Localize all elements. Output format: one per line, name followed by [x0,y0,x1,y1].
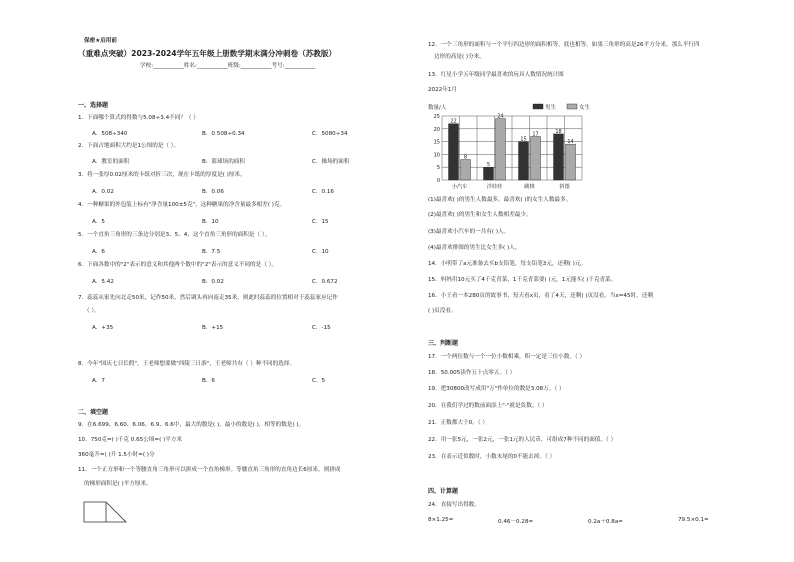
question-14: 14．小明带了a元准备去买b支铅笔，每支铅笔3元，还剩( )元。 [428,261,587,267]
calc-item-4: 79.5×0.1= [678,517,709,523]
q6-option-b: B．0.02 [202,279,224,285]
data-label: 15 [520,136,527,143]
q6-option-a: A．5.42 [92,279,114,285]
question-22: 22．用一张5元，一张2元，一张1元的人民币，可组成7种不同的面值。（ ） [428,437,617,443]
q6-option-c: C．0.672 [312,279,338,285]
q7-option-b: B．+15 [202,325,224,331]
chart-date: 2022年1月 [428,87,457,93]
legend-swatch [567,104,577,109]
question-20: 20．在我们学过的数前面添上"-"就是负数。（ ） [428,403,548,409]
question-4: 4．一种糖果的外包装上标有"净含量100±5克"，这种糖果的净含量最多相差( )克。 [78,202,286,208]
bar-boys [484,167,494,180]
q8-option-a: A．7 [92,378,105,384]
bar-boys [554,134,564,180]
question-23: 23．在表示近似数时，小数末尾的0不能去掉。（ ） [428,454,556,460]
bar-girls [531,136,541,180]
q7-option-a: A．+35 [92,325,114,331]
section-choice-title: 一、选择题 [78,102,109,109]
calc-item-2: 0.46－0.28= [498,519,534,525]
question-6: 6．下面各数中的"2"表示的意义和其他两个数中的"2"表示的意义不同的是（ ）。 [78,262,277,268]
x-tick-label: 拼图 [559,184,570,190]
student-info: 学校:___________姓名:___________班级:___________考号:___________ [140,63,316,69]
bar-chart [428,100,608,192]
question-11-cont: 的梯形面积是( )平方厘米。 [84,481,152,487]
question-12: 12．一个三角形的面积与一个平行四边形的面积相等，底也相等。如果三角形的高是26平方分米，那么平行四 [428,42,700,48]
x-tick-label: 洋娃娃 [486,184,503,190]
q3-option-c: C．0.16 [312,189,334,195]
q5-option-c: C．10 [312,249,329,255]
question-12-cont: 边形的高是( )分米。 [434,54,485,60]
trapezoid-figure [82,500,128,524]
calc-item-3: 0.2a＋0.8a= [588,519,623,525]
q5-option-b: B．7.5 [202,249,221,255]
data-label: 24 [497,113,504,120]
calc-item-1: 8×1.25= [428,517,454,523]
question-13-part2: (2)最喜欢( )的男生和女生人数相差最少。 [428,212,532,218]
left-column [78,0,408,562]
data-label: 8 [463,154,468,161]
section-fill-title: 二、填空题 [78,409,109,416]
q4-option-a: A．5 [92,219,105,225]
y-tick-label: 5 [436,165,440,172]
question-5: 5．一个直角三角形的三条边分别是3、5、4，这个直角三角形的面积是（ ）。 [78,232,271,238]
secret-label: 保密★启用前 [84,38,117,44]
q8-option-c: C．5 [312,378,326,384]
question-10-cont: 360毫升=( )升 1.5小时=( )分 [78,452,155,458]
q7-option-c: C．-15 [312,325,331,331]
q3-option-a: A．0.02 [92,189,114,195]
q2-option-b: B．篮球场的面积 [202,159,245,165]
question-7-cont: （ ）。 [84,308,100,314]
question-13-part3: (3)最喜欢小汽车的一共有( )人。 [428,229,510,235]
question-8: 8．今年"国庆七日长假"，王老师想要做"西陵三日游"，王老师共有（ ）种不同的选择。 [78,361,296,367]
bar-boys [449,124,459,180]
question-7: 7．蕊蕊从家先向北走50米，记作50米，然后调头再向南走35米，则此时蕊蕊的位置相对于蕊蕊家应记作 [78,295,338,301]
section-calc-title: 四、计算题 [428,488,459,495]
data-label: 17 [532,131,539,138]
y-tick-label: 20 [433,126,440,133]
question-2: 2．下面占地面积大约是1公顷的是（ ）。 [78,143,180,149]
y-tick-label: 0 [436,178,440,184]
data-label: 14 [567,139,574,146]
bar-girls [496,119,506,180]
question-13-part4: (4)最喜欢排图的男生比女生多( )人。 [428,245,521,251]
page-title: （重难点突破）2023-2024学年五年级上册数学期末满分冲刺卷（苏教版） [78,49,337,58]
x-tick-label: 跳棋 [524,184,535,190]
question-17: 17．一个两位数与一个一位小数相乘，积一定是三位小数。（ ） [428,354,586,360]
q3-option-b: B．0.06 [202,189,224,195]
question-21: 21．正数都大于0。（ ） [428,420,488,426]
legend-label: 女生 [579,105,591,111]
question-19: 19．把30800改写成用"万"作单位的数是3.08万。（ ） [428,386,565,392]
q1-option-c: C．5080÷34 [312,131,348,137]
legend-swatch [533,104,543,109]
q5-option-a: A．6 [92,249,105,255]
bar-boys [519,142,529,180]
data-label: 18 [555,128,562,135]
q1-option-b: B．0.508÷0.34 [202,131,245,137]
y-tick-label: 15 [433,139,440,146]
question-15: 15．妈妈用10元买了4千克青菜，1千克青菜要( )元，1元能买( )千克青菜。 [428,277,617,283]
question-9: 9．在6.699、6.60、6.06、6.9、6.6中，最大的数是( )，最小的数是( )，相等的数是( )。 [78,422,305,428]
bar-girls [566,144,576,180]
x-tick-label: 小汽车 [451,184,468,190]
question-18: 18．50.005读作五十点零五。（ ） [428,370,516,376]
question-24: 24．直接写出得数。 [428,502,480,508]
data-label: 22 [450,118,457,125]
question-13: 13．红星小学五年级同学最喜欢的玩具人数情况统计图 [428,72,564,78]
y-tick-label: 25 [433,114,440,120]
question-1: 1．下面哪个算式的得数与5.08÷3.4不同？（ ） [78,115,199,121]
question-11: 11．一个正方形和一个等腰直角三角形可以拼成一个直角梯形。等腰直角三角形的直角边长6厘米，则拼成 [78,467,341,473]
legend-label: 男生 [545,105,557,111]
section-judge-title: 三、判断题 [428,340,459,347]
y-tick-label: 10 [433,152,440,159]
q8-option-b: B．6 [202,378,215,384]
q4-option-c: C．15 [312,219,329,225]
question-3: 3．将一张厚0.02厘米的卡纸对折三次，现在卡纸的厚度是( )厘米。 [78,172,246,178]
bar-girls [461,160,471,180]
q4-option-b: B．10 [202,219,219,225]
q2-option-a: A．教室的面积 [92,159,130,165]
q1-option-a: A．508÷340 [92,131,128,137]
q2-option-c: C．操场的面积 [312,159,350,165]
question-16: 16．小王看一本280页的故事书，每天看x页，看了4天，还剩( )页没看。当x=45时，还剩 [428,293,653,299]
data-label: 5 [486,162,491,169]
question-13-part1: (1)最喜欢( )的男生人数最多，最喜欢( )的女生人数最多。 [428,197,572,203]
y-axis-label: 数量/人 [428,105,447,111]
right-column [428,0,778,562]
question-10: 10．750克=( )千克 0.65公顷=( )平方米 [78,437,183,443]
question-16-cont: ( )页没看。 [428,308,457,314]
